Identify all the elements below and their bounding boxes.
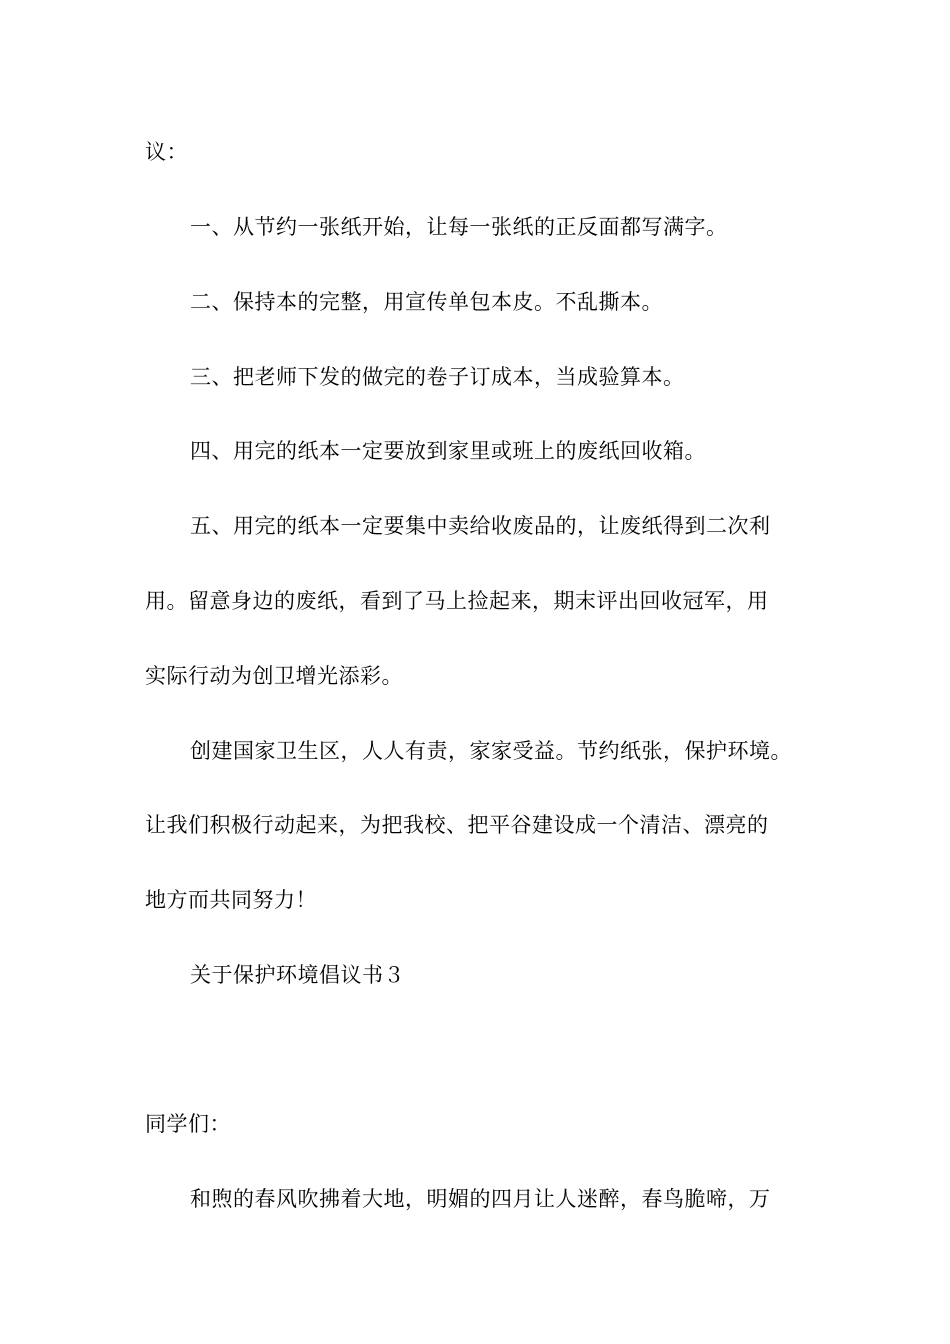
paragraph-line: 五、用完的纸本一定要集中卖给收废品的，让废纸得到二次利 — [190, 514, 771, 538]
paragraph-line: 地方而共同努力！ — [145, 888, 317, 912]
paragraph-line: 四、用完的纸本一定要放到家里或班上的废纸回收箱。 — [190, 439, 706, 463]
paragraph-line: 让我们积极行动起来，为把我校、把平谷建设成一个清洁、漂亮的 — [145, 813, 769, 837]
paragraph-line: 二、保持本的完整，用宣传单包本皮。不乱撕本。 — [190, 290, 663, 314]
paragraph-line: 和煦的春风吹拂着大地，明媚的四月让人迷醉，春鸟脆啼，万 — [190, 1187, 771, 1211]
paragraph-line: 议： — [145, 140, 188, 164]
section-title: 关于保护环境倡议书３ — [190, 963, 405, 987]
paragraph-line: 用。留意身边的废纸，看到了马上捡起来，期末评出回收冠军，用 — [145, 589, 769, 613]
paragraph-line: 一、从节约一张纸开始，让每一张纸的正反面都写满字。 — [190, 215, 728, 239]
paragraph-line: 实际行动为创卫增光添彩。 — [145, 664, 403, 688]
paragraph-line: 三、把老师下发的做完的卷子订成本，当成验算本。 — [190, 365, 685, 389]
salutation: 同学们： — [145, 1112, 231, 1136]
paragraph-line: 创建国家卫生区，人人有责，家家受益。节约纸张，保护环境。 — [190, 739, 792, 763]
